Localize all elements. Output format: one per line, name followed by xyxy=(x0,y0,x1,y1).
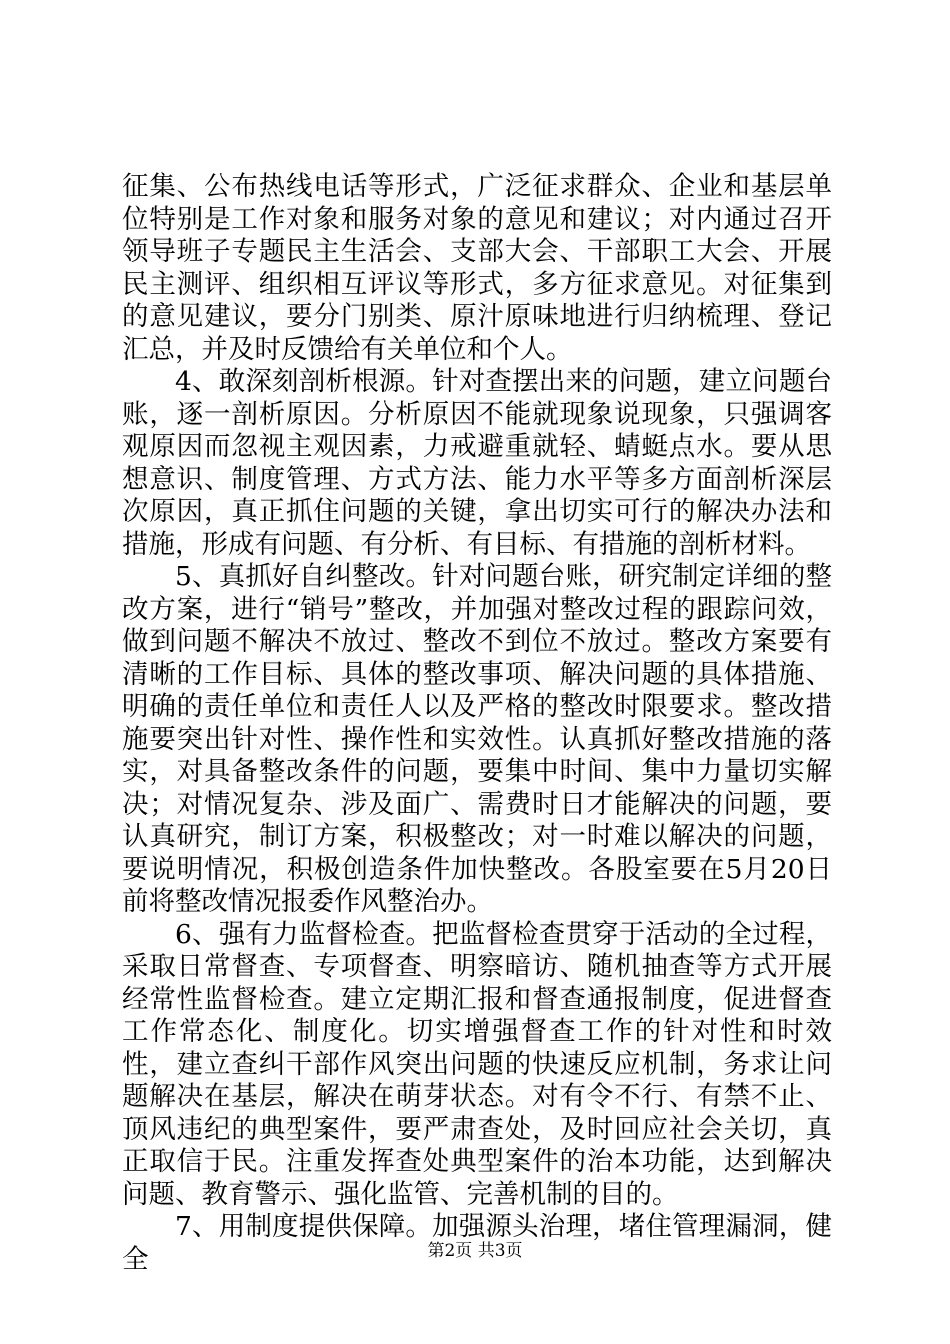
page-number-footer: 第2页 共3页 xyxy=(427,1241,523,1261)
paragraph-continued: 征集、公布热线电话等形式，广泛征求群众、企业和基层单位特别是工作对象和服务对象的意见和建议；对内通过召开领导班子专题民主生活会、支部大会、干部职工大会、开展民主测评、组织相互评议等形式，多方征求意见。对征集到的意见建议，要分门别类、原汁原味地进行归纳梳理、登记汇总，并及时反馈给有关单位和个人。 xyxy=(122,171,832,365)
document-body xyxy=(122,171,832,1276)
paragraph-item-7: 7、用制度提供保障。加强源头治理，堵住管理漏洞，健全 xyxy=(122,1211,832,1275)
paragraph-item-4: 4、敢深刻剖析根源。针对查摆出来的问题，建立问题台账，逐一剖析原因。分析原因不能就现象说现象，只强调客观原因而忽视主观因素，力戒避重就轻、蜻蜓点水。要从思想意识、制度管理、方式方法、能力水平等多方面剖析深层次原因，真正抓住问题的关键，拿出切实可行的解决办法和措施，形成有问题、有分析、有目标、有措施的剖析材料。 xyxy=(122,366,832,560)
paragraph-item-6: 6、强有力监督检查。把监督检查贯穿于活动的全过程，采取日常督查、专项督查、明察暗访、随机抽查等方式开展经常性监督检查。建立定期汇报和督查通报制度，促进督查工作常态化、制度化。切实增强督查工作的针对性和时效性，建立查纠干部作风突出问题的快速反应机制，务求让问题解决在基层，解决在萌芽状态。对有令不行、有禁不止、顶风违纪的典型案件，要严肃查处，及时回应社会关切，真正取信于民。注重发挥查处典型案件的治本功能，达到解决问题、教育警示、强化监管、完善机制的目的。 xyxy=(122,918,832,1210)
paragraph-item-5: 5、真抓好自纠整改。针对问题台账，研究制定详细的整改方案，进行“销号”整改，并加强对整改过程的跟踪问效，做到问题不解决不放过、整改不到位不放过。整改方案要有清晰的工作目标、具体的整改事项、解决问题的具体措施、明确的责任单位和责任人以及严格的整改时限要求。整改措施要突出针对性、操作性和实效性。认真抓好整改措施的落实，对具备整改条件的问题，要集中时间、集中力量切实解决；对情况复杂、涉及面广、需费时日才能解决的问题，要认真研究，制订方案，积极整改；对一时难以解决的问题，要说明情况，积极创造条件加快整改。各股室要在5月20日前将整改情况报委作风整治办。 xyxy=(122,561,832,917)
